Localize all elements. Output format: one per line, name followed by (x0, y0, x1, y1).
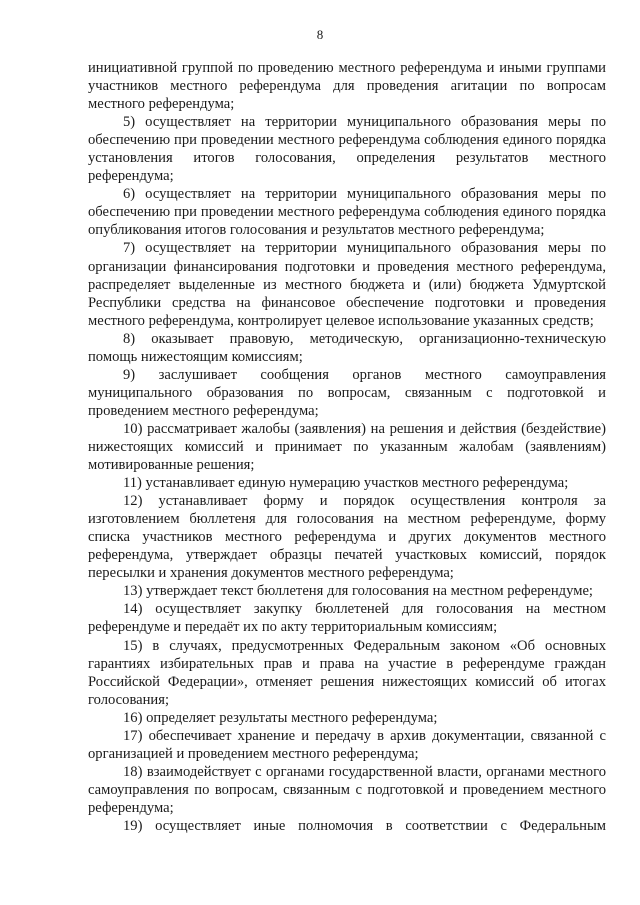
paragraph-item-15: 15) в случаях, предусмотренных Федеральным законом «Об основных гарантиях избирательных прав и права на участие в референдуме граждан Российской Федерации», отменяет решения нижестоящих комиссий об итогах голосования; (88, 637, 606, 708)
paragraph-item-16: 16) определяет результаты местного референдума; (123, 709, 438, 726)
paragraph-item-13: 13) утверждает текст бюллетеня для голосования на местном референдуме; (123, 583, 593, 600)
paragraph-item-8: 8) оказывает правовую, методическую, организационно-техническую помощь нижестоящим комиссиям; (88, 330, 606, 365)
paragraph-item-11: 11) устанавливает единую нумерацию участков местного референдума; (123, 475, 569, 492)
paragraph-item-12: 12) устанавливает форму и порядок осуществления контроля за изготовлением бюллетеня для голосования на местном референдуме, форму списка участников местного референдума и других документов местного референдума, утверждает образцы печатей участковых комиссий, порядок пересылки и хранения документов местного референдума; (88, 493, 606, 582)
paragraph-item-7: 7) осуществляет на территории муниципального образования меры по организации финансирования подготовки и проведения местного референдума, распределяет выделенные из местного бюджета и (или) бюджета Удмуртской Республики средства на финансовое обеспечение подготовки и проведения местного референдума, контролирует целевое использование указанных средств; (88, 240, 606, 329)
paragraph-item-10: 10) рассматривает жалобы (заявления) на решения и действия (бездействие) нижестоящих комиссий и принимает по указанным жалобам (заявлениям) мотивированные решения; (88, 420, 606, 474)
document-body (88, 59, 606, 835)
paragraph-item-19: 19) осуществляет иные полномочия в соответствии с Федеральным (123, 817, 606, 834)
page-number: 8 (316, 27, 324, 42)
paragraph-item-17: 17) обеспечивает хранение и передачу в архив документации, связанной с организацией и проведением местного референдума; (88, 727, 606, 762)
paragraph-item-5: 5) осуществляет на территории муниципального образования меры по обеспечению при проведении местного референдума соблюдения единого порядка установления итогов голосования, определения результатов местного референдума; (88, 114, 606, 185)
paragraph-item-9: 9) заслушивает сообщения органов местного самоуправления муниципального образования по вопросам, связанным с подготовкой и проведением местного референдума; (88, 366, 606, 419)
paragraph-item-6: 6) осуществляет на территории муниципального образования меры по обеспечению при проведении местного референдума соблюдения единого порядка опубликования итогов голосования и результатов местного референдума; (88, 186, 606, 239)
paragraph-continuation: инициативной группой по проведению местного референдума и иными группами участников местного референдума для проведения агитации по вопросам местного референдума; (88, 60, 606, 113)
paragraph-item-18: 18) взаимодействует с органами государственной власти, органами местного самоуправления по вопросам, связанным с подготовкой и проведением местного референдума; (88, 763, 606, 816)
paragraph-item-14: 14) осуществляет закупку бюллетеней для голосования на местном референдуме и передаёт их по акту территориальным комиссиям; (88, 601, 606, 636)
